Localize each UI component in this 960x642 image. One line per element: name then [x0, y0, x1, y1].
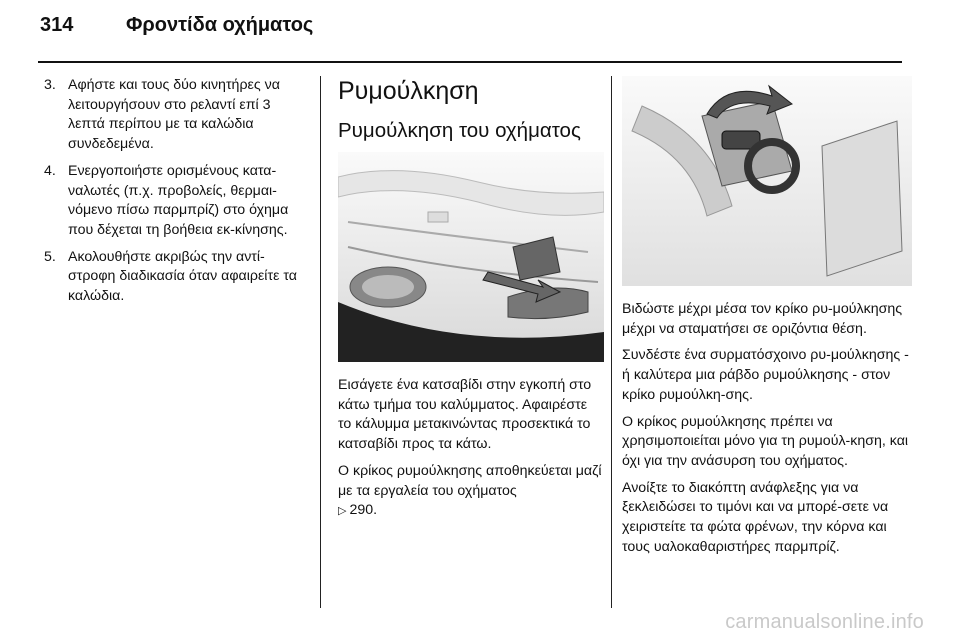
- header-divider: [38, 61, 902, 63]
- page-reference[interactable]: 290.: [349, 502, 378, 519]
- column-1: [44, 76, 306, 314]
- section-heading: Ρυμούλκηση: [338, 77, 479, 105]
- step-text: Αφήστε και τους δύο κινητήρες να λειτουργήσουν στο ρελαντί επί 3 λεπτά περίπου με τα καλώδια συνδεδεμένα.: [68, 77, 280, 153]
- step-number: 3.: [44, 77, 56, 93]
- step-number: 4.: [44, 162, 56, 179]
- column-3: [622, 76, 912, 564]
- list-item: [44, 248, 306, 307]
- page-title: Φροντίδα οχήματος: [126, 14, 314, 36]
- page-number: 314: [40, 14, 74, 36]
- steps-list: [44, 76, 306, 307]
- paragraph: [338, 462, 604, 522]
- watermark: carmanualsonline.info: [725, 611, 924, 633]
- step-number: 5.: [44, 248, 56, 265]
- reference-arrow-icon: ▷: [338, 505, 347, 518]
- paragraph: Συνδέστε ένα συρματόσχοινο ρυ-μούλκησης - ή καλύτερα μια ράβδο ρυμούλκησης - στον κρίκο ρυμούλκη-σης.: [622, 347, 909, 403]
- list-item: [44, 162, 306, 241]
- paragraph: Εισάγετε ένα κατσαβίδι στην εγκοπή στο κάτω τμήμα του καλύμματος. Αφαιρέστε το κάλυμμα μετακινώντας προσεκτικά το κατσαβίδι προς τα κάτω.: [338, 377, 592, 453]
- towing-eye-illustration: [622, 76, 912, 286]
- list-item: [44, 76, 306, 155]
- column-2: [338, 76, 604, 529]
- paragraph: Ο κρίκος ρυμούλκησης πρέπει να χρησιμοποιείται μόνο για τη ρυμούλ-κηση, και όχι για την ανάσυρση του οχήματος.: [622, 413, 909, 469]
- column-divider: [611, 76, 612, 608]
- column-divider: [320, 76, 321, 608]
- step-text: Ενεργοποιήστε ορισμένους κατα-ναλωτές (π.χ. προβολείς, θερμαι-νόμενο πίσω παρμπρίζ) στο όχημα που δέχεται τη βοήθεια εκ-κίνησης.: [68, 162, 289, 238]
- car-front-bumper-illustration: [338, 152, 604, 362]
- section-subheading: Ρυμούλκηση του οχήματος: [338, 119, 581, 142]
- paragraph-text: Ο κρίκος ρυμούλκησης αποθηκεύεται μαζί με τα εργαλεία του οχήματος: [338, 462, 602, 499]
- paragraph: Ανοίξτε το διακόπτη ανάφλεξης για να ξεκλειδώσει το τιμόνι και να μπορέ-σετε να χειριστείτε τα φώτα φρένων, την κόρνα και τους υαλοκαθαριστήρες παρμπρίζ.: [622, 479, 889, 555]
- step-text: Ακολουθήστε ακριβώς την αντί-στροφη διαδικασία όταν αφαιρείτε τα καλώδια.: [68, 248, 297, 305]
- paragraph: Βιδώστε μέχρι μέσα τον κρίκο ρυ-μούλκησης μέχρι να σταματήσει σε οριζόντια θέση.: [622, 301, 903, 337]
